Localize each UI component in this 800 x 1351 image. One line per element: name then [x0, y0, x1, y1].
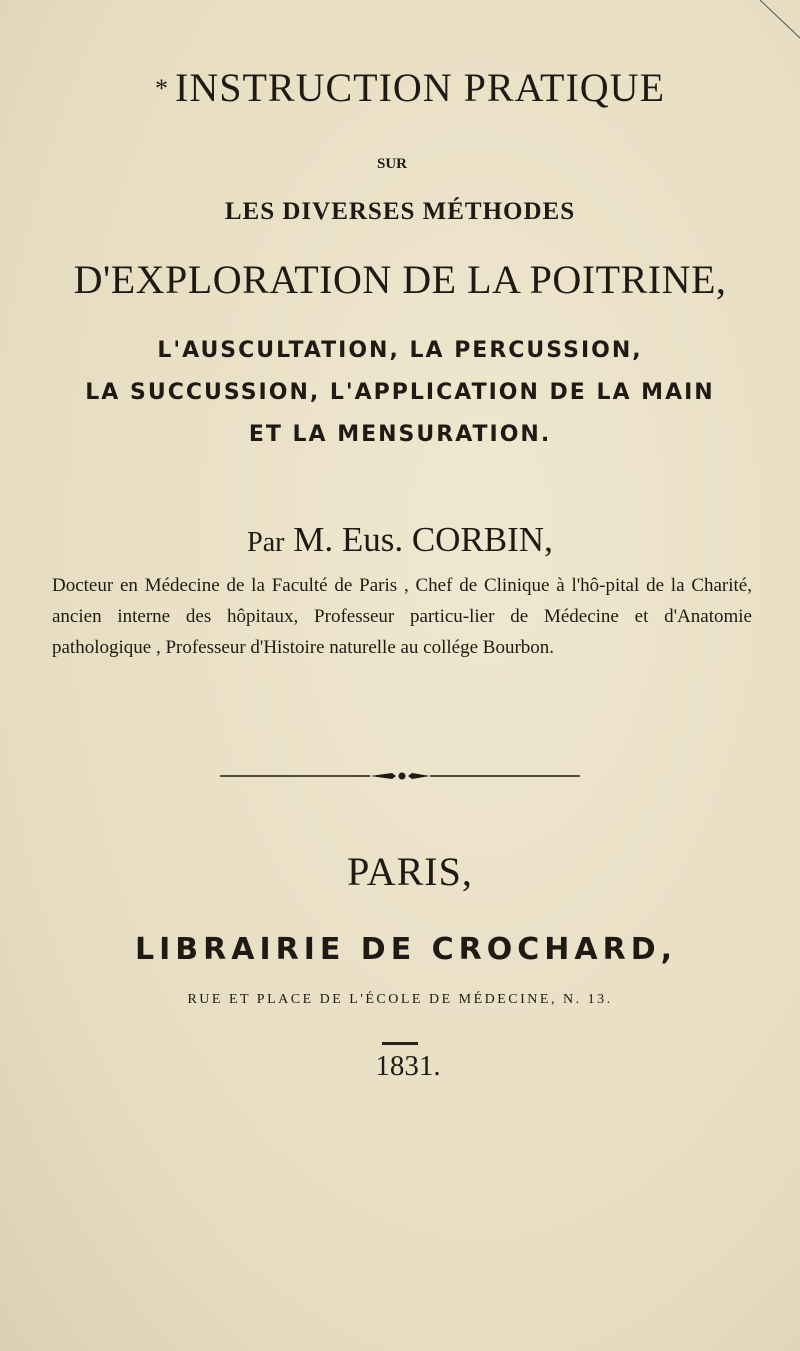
publication-year: 1831.	[375, 1050, 441, 1082]
methods-line-1: L'AUSCULTATION, LA PERCUSSION,	[157, 338, 643, 363]
methods-line-2: LA SUCCUSSION, L'APPLICATION DE LA MAIN	[85, 380, 715, 405]
subtitle-diverses: LES DIVERSES MÉTHODES	[224, 198, 576, 225]
subtitle-sur: SUR	[376, 156, 407, 172]
title-mark: *	[155, 74, 169, 103]
publisher-address: RUE ET PLACE DE L'ÉCOLE DE MÉDECINE, N. 13.	[187, 992, 613, 1007]
author-line	[0, 520, 800, 560]
author-credentials: Docteur en Médecine de la Faculté de Paris , Chef de Clinique à l'hô-pital de la Charité, ancien interne des hôpitaux, Professeur particu-lier de Médecine et d'Anatomie pathologique , Professeur d'Histoire naturelle au collége Bourbon.	[52, 575, 752, 658]
methods-line-3: ET LA MENSURATION.	[248, 422, 552, 447]
short-rule	[382, 1042, 418, 1045]
ornament-divider	[220, 770, 580, 782]
author-par: Par	[247, 527, 285, 558]
publication-city: PARIS,	[347, 849, 473, 894]
main-title-text: INSTRUCTION PRATIQUE	[175, 65, 665, 110]
subtitle-exploration: D'EXPLORATION DE LA POITRINE,	[73, 257, 727, 302]
author-name: M. Eus. CORBIN,	[293, 520, 553, 559]
page-fold-mark	[760, 0, 800, 40]
main-title	[10, 64, 800, 111]
publisher-name: LIBRAIRIE DE CROCHARD,	[134, 932, 678, 967]
